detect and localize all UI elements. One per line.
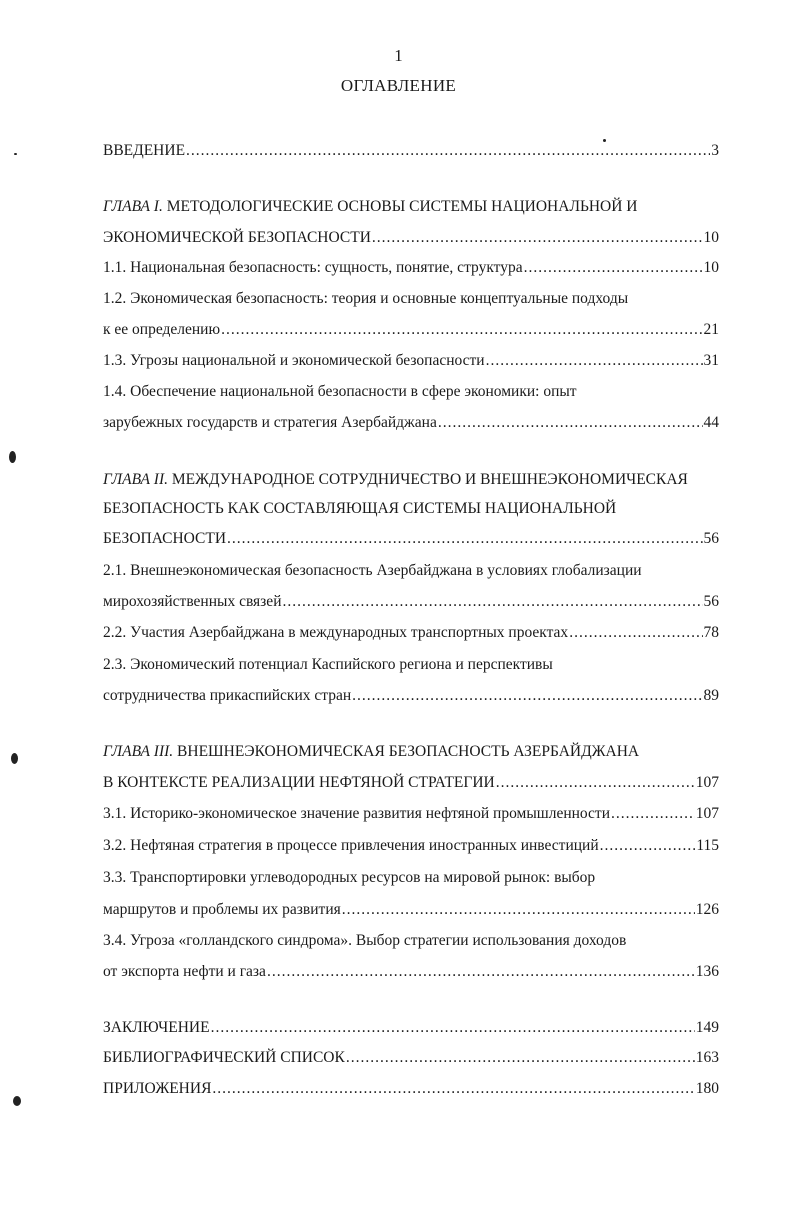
toc-entry-2-1[interactable] (103, 561, 719, 581)
scan-speck (13, 1096, 21, 1106)
toc-entry-text: 2.1. Внешнеэкономическая безопасность Азербайджана в условиях глобализации (103, 562, 642, 579)
toc-entry-1-4-end[interactable] (103, 413, 719, 433)
leader-dots (221, 320, 702, 340)
toc-entry-1-2-end[interactable] (103, 320, 719, 340)
toc-entry-text: маршрутов и проблемы их развития (103, 901, 341, 918)
chapter-3-heading[interactable] (103, 742, 719, 762)
scan-speck (11, 753, 18, 764)
chapter-title: МЕТОДОЛОГИЧЕСКИЕ ОСНОВЫ СИСТЕМЫ НАЦИОНАЛЬНОЙ И (166, 198, 638, 215)
chapter-title: ЭКОНОМИЧЕСКОЙ БЕЗОПАСНОСТИ (103, 229, 371, 246)
leader-dots (372, 228, 703, 248)
toc-entry-text: 1.4. Обеспечение национальной безопасности в сфере экономики: опыт (103, 383, 577, 400)
scan-speck (9, 451, 16, 463)
chapter-3-heading-end[interactable] (103, 773, 719, 793)
toc-entry-3-4-end[interactable] (103, 962, 719, 982)
toc-entry-2-2[interactable] (103, 623, 719, 643)
toc-page-number: 136 (695, 963, 719, 980)
toc-entry-text: БИБЛИОГРАФИЧЕСКИЙ СПИСОК (103, 1049, 345, 1066)
toc-page-number: 31 (703, 352, 719, 369)
chapter-2-heading-end[interactable] (103, 529, 719, 549)
leader-dots (211, 1018, 695, 1038)
toc-page-number: 89 (703, 687, 719, 704)
toc-page-number: 149 (695, 1019, 719, 1036)
leader-dots (283, 592, 703, 612)
leader-dots (486, 351, 703, 371)
chapter-title: ВНЕШНЕЭКОНОМИЧЕСКАЯ БЕЗОПАСНОСТЬ АЗЕРБАЙДЖАНА (177, 743, 640, 760)
toc-page-number: 126 (695, 901, 719, 918)
toc-entry-text: ВВЕДЕНИЕ (103, 142, 186, 159)
toc-page-number: 163 (695, 1049, 719, 1066)
leader-dots (524, 258, 703, 278)
leader-dots (611, 804, 695, 824)
toc-page-number: 21 (703, 321, 719, 338)
toc-entry-3-2[interactable] (103, 836, 719, 856)
toc-entry-text: 3.1. Историко-экономическое значение развития нефтяной промышленности (103, 805, 610, 822)
chapter-title: БЕЗОПАСНОСТЬ КАК СОСТАВЛЯЮЩАЯ СИСТЕМЫ НАЦИОНАЛЬНОЙ (103, 500, 617, 517)
page-title: ОГЛАВЛЕНИЕ (340, 76, 457, 95)
toc-page-number: 115 (696, 837, 719, 854)
leader-dots (569, 623, 702, 643)
toc-entry-1-4[interactable] (103, 382, 719, 402)
toc-page-number: 44 (703, 414, 719, 431)
leader-dots (212, 1079, 694, 1099)
toc-entry-conclusion[interactable] (103, 1018, 719, 1038)
toc-entry-2-3-end[interactable] (103, 686, 719, 706)
toc-entry-appendices[interactable] (103, 1079, 719, 1099)
toc-entry-2-1-end[interactable] (103, 592, 719, 612)
chapter-title: БЕЗОПАСНОСТИ (103, 530, 227, 547)
toc-page-number: 78 (703, 624, 719, 641)
toc-entry-3-1[interactable] (103, 804, 719, 824)
toc-entry-3-3[interactable] (103, 868, 719, 888)
toc-entry-text: 3.3. Транспортировки углеводородных ресурсов на мировой рынок: выбор (103, 869, 596, 886)
scan-speck (14, 153, 17, 155)
chapter-2-heading-cont[interactable] (103, 499, 719, 519)
toc-entry-text: ЗАКЛЮЧЕНИЕ (103, 1019, 210, 1036)
chapter-1-heading[interactable] (103, 197, 719, 217)
toc-page-number: 10 (703, 259, 719, 276)
toc-page-number: 3 (711, 142, 719, 159)
chapter-label: ГЛАВА I. (103, 198, 163, 215)
toc-page-number: 10 (703, 229, 719, 246)
toc-entry-text: 3.4. Угроза «голландского синдрома». Выбор стратегии использования доходов (103, 932, 627, 949)
leader-dots (227, 529, 702, 549)
toc-page-number: 180 (695, 1080, 719, 1097)
page-number: 1 (394, 46, 403, 65)
leader-dots (346, 1048, 695, 1068)
toc-entry-intro[interactable] (103, 141, 719, 161)
chapter-title: МЕЖДУНАРОДНОЕ СОТРУДНИЧЕСТВО И ВНЕШНЕЭКОНОМИЧЕСКАЯ (171, 471, 688, 488)
chapter-label: ГЛАВА II. (103, 471, 168, 488)
toc-entry-text: к ее определению (103, 321, 221, 338)
toc-entry-text: 2.2. Участия Азербайджана в международных транспортных проектах (103, 624, 569, 641)
toc-entry-text: ПРИЛОЖЕНИЯ (103, 1080, 212, 1097)
toc-entry-text: 1.1. Национальная безопасность: сущность, понятие, структура (103, 259, 523, 276)
toc-entry-text: 1.2. Экономическая безопасность: теория и основные концептуальные подходы (103, 290, 629, 307)
toc-page-number: 56 (703, 530, 719, 547)
toc-entry-text: зарубежных государств и стратегия Азербайджана (103, 414, 437, 431)
chapter-title: В КОНТЕКСТЕ РЕАЛИЗАЦИИ НЕФТЯНОЙ СТРАТЕГИИ (103, 774, 495, 791)
toc-entry-1-3[interactable] (103, 351, 719, 371)
toc-entry-3-4[interactable] (103, 931, 719, 951)
chapter-2-heading[interactable] (103, 470, 719, 490)
scan-speck (603, 139, 606, 142)
toc-entry-text: 2.3. Экономический потенциал Каспийского региона и перспективы (103, 656, 553, 673)
leader-dots (600, 836, 696, 856)
toc-page-number: 107 (695, 774, 719, 791)
toc-entry-1-1[interactable] (103, 258, 719, 278)
toc-entry-text: от экспорта нефти и газа (103, 963, 266, 980)
leader-dots (438, 413, 703, 433)
leader-dots (342, 900, 695, 920)
leader-dots (352, 686, 702, 706)
toc-page-number: 56 (703, 593, 719, 610)
chapter-1-heading-end[interactable] (103, 228, 719, 248)
toc-entry-text: 1.3. Угрозы национальной и экономической безопасности (103, 352, 485, 369)
chapter-label: ГЛАВА III. (103, 743, 174, 760)
leader-dots (186, 141, 710, 161)
toc-entry-2-3[interactable] (103, 655, 719, 675)
toc-entry-bibliography[interactable] (103, 1048, 719, 1068)
toc-entry-text: мирохозяйственных связей (103, 593, 282, 610)
leader-dots (496, 773, 695, 793)
toc-entry-text: 3.2. Нефтяная стратегия в процессе привлечения иностранных инвестиций (103, 837, 599, 854)
leader-dots (267, 962, 695, 982)
toc-entry-1-2[interactable] (103, 289, 719, 309)
toc-entry-3-3-end[interactable] (103, 900, 719, 920)
toc-entry-text: сотрудничества прикаспийских стран (103, 687, 352, 704)
toc-page-number: 107 (695, 805, 719, 822)
